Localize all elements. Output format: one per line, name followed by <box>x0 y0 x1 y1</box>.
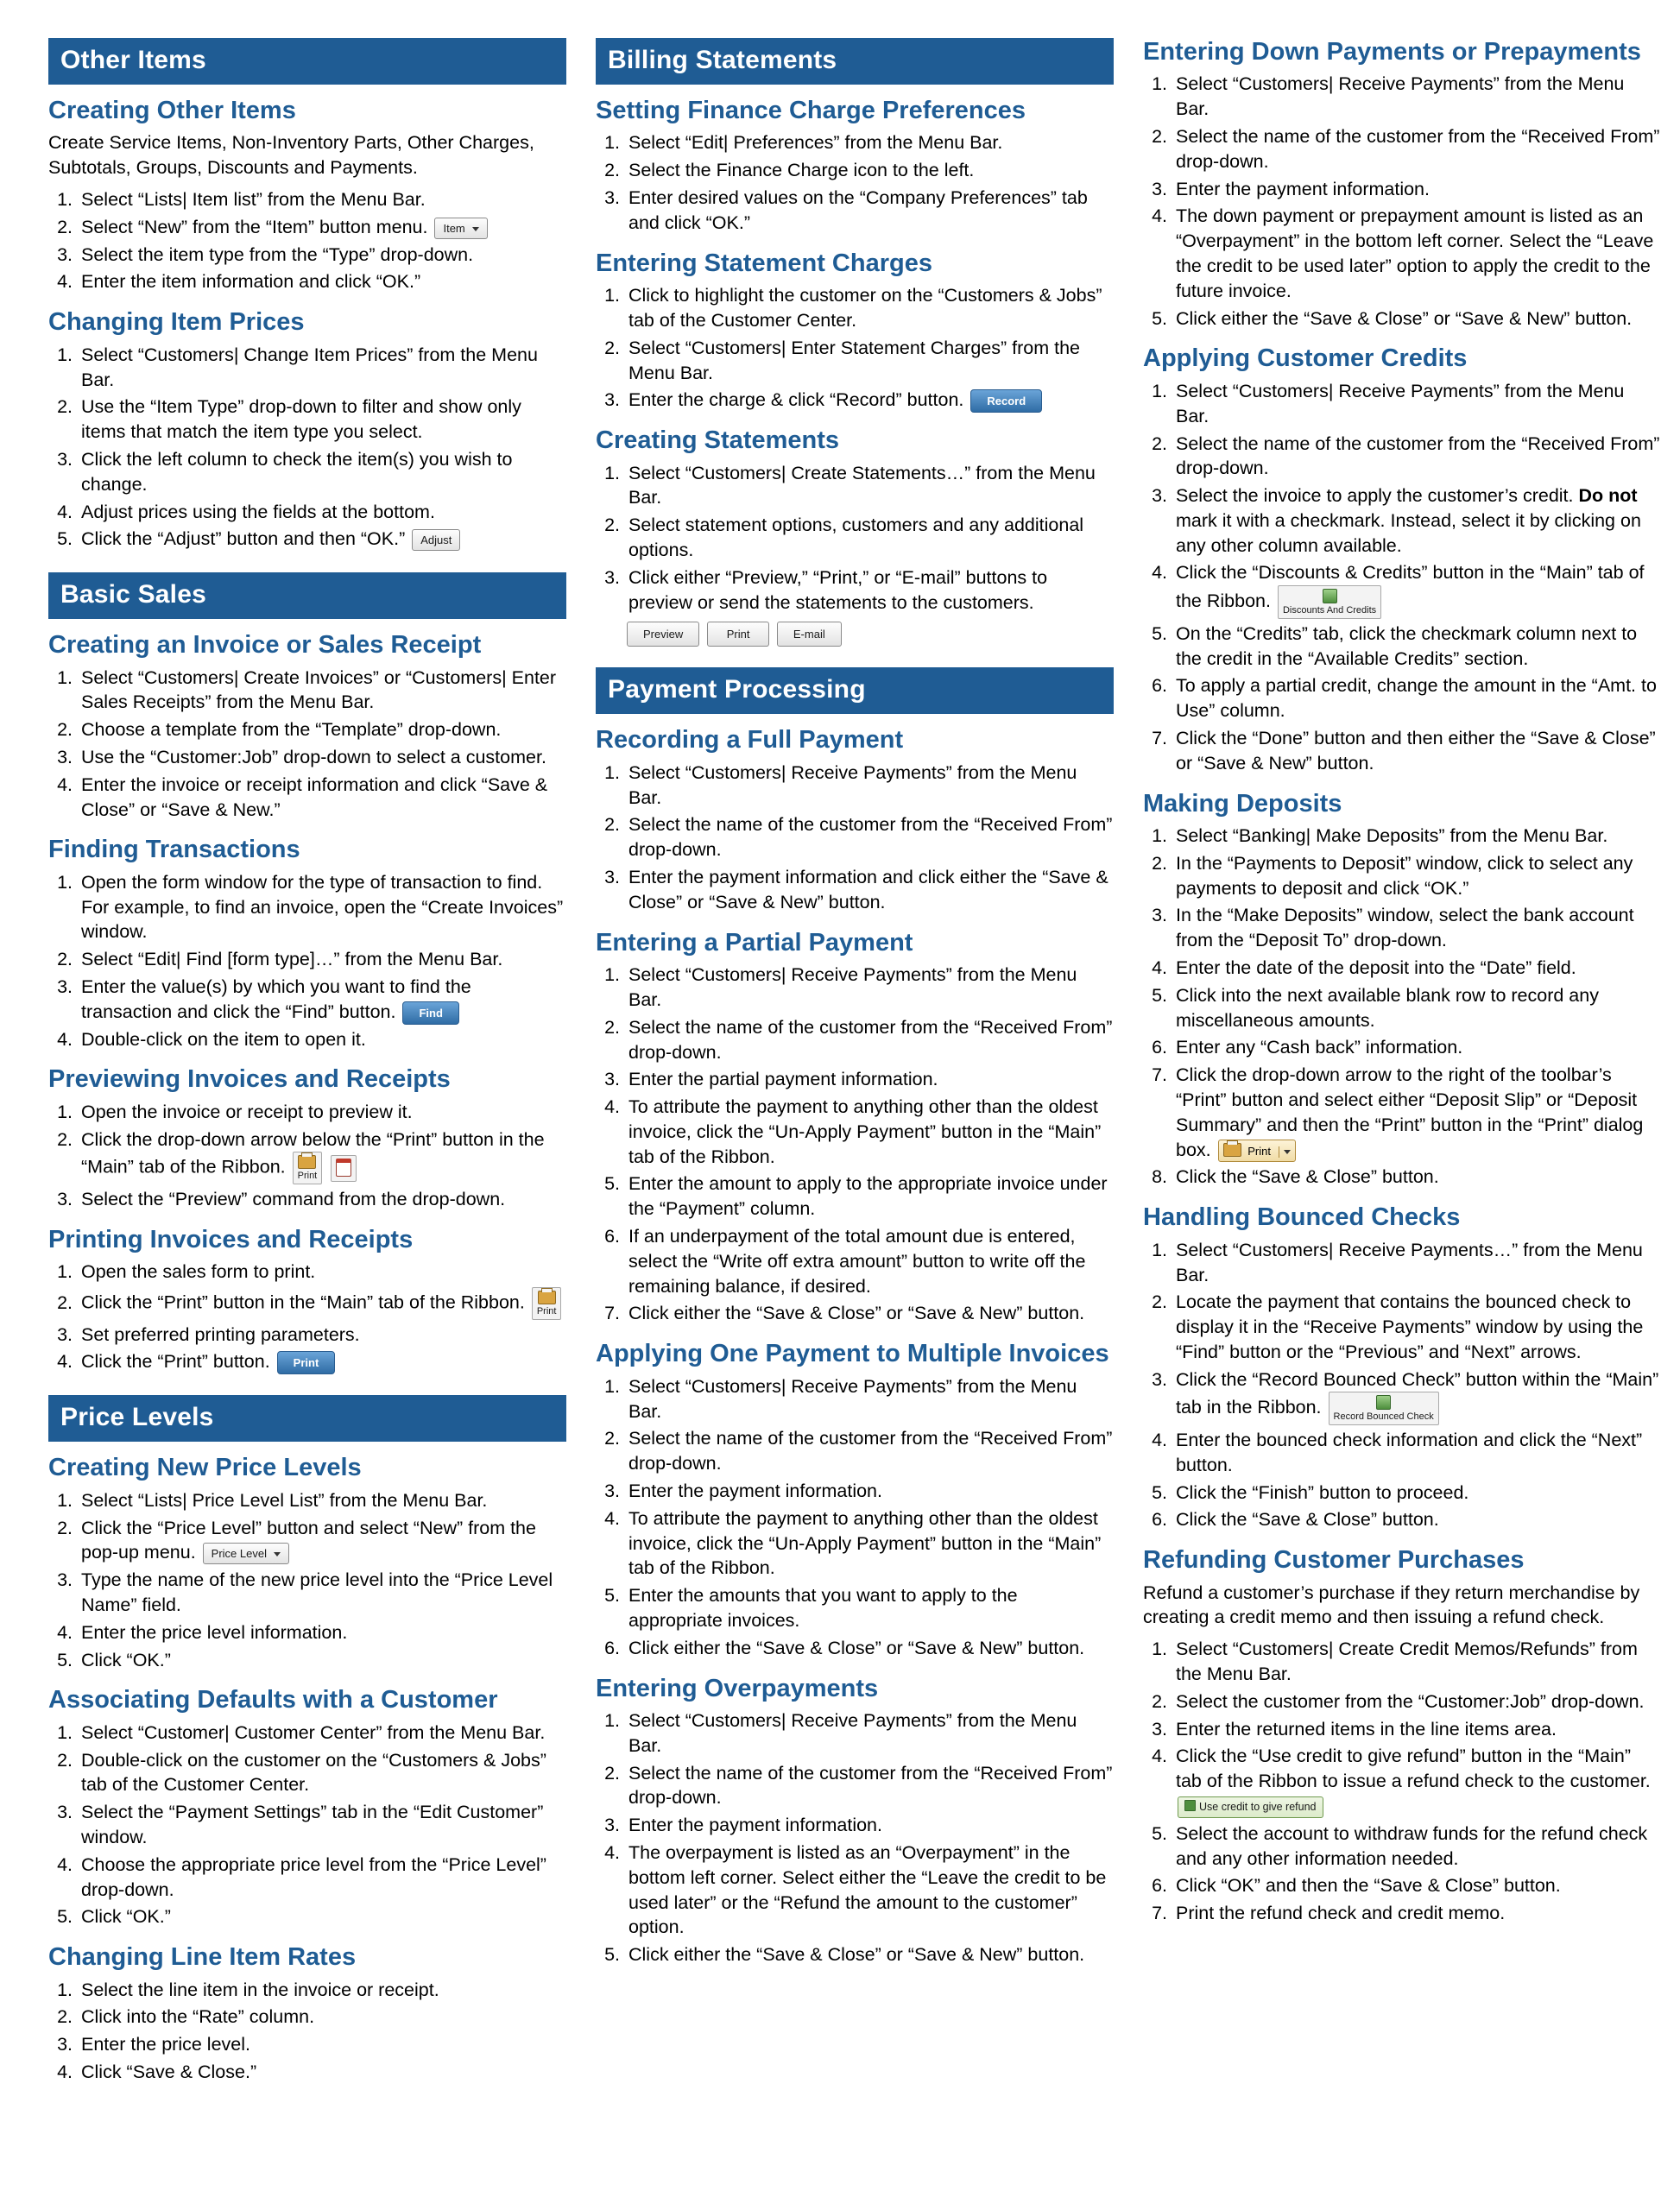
list-item: 1. Select “Customers| Change Item Prices” from the Menu Bar. <box>78 343 566 393</box>
list-item: 1. Select “Customers| Receive Payments” from the Menu Bar. <box>625 963 1114 1013</box>
list-item: 1. Click to highlight the customer on the “Customers & Jobs” tab of the Customer Center. <box>625 283 1114 333</box>
record-button[interactable]: Record <box>970 389 1042 413</box>
printer-icon <box>1223 1143 1241 1157</box>
list-item: 2. Click into the “Rate” column. <box>78 2005 566 2030</box>
list-item <box>78 1349 566 1374</box>
list-item: 2. Select “Customers| Enter Statement Charges” from the Menu Bar. <box>625 336 1114 386</box>
column-right <box>1143 38 1661 1933</box>
record-bounced-check-ribbon-button[interactable] <box>1329 1392 1439 1425</box>
steps-recording-a-full-payment <box>596 761 1114 915</box>
print-preview-ribbon-button[interactable] <box>293 1152 323 1184</box>
list-item: 4. Choose the appropriate price level from the “Price Level” drop-down. <box>78 1853 566 1903</box>
list-item: 1. Select “Customers| Receive Payments” from the Menu Bar. <box>1172 72 1661 122</box>
print-button[interactable]: Print <box>707 622 770 647</box>
list-item: 7. Click either the “Save & Close” or “Save & New” button. <box>625 1301 1114 1326</box>
section-bar-payment-processing: Payment Processing <box>596 667 1114 714</box>
list-item: 3. Enter the returned items in the line items area. <box>1172 1717 1661 1742</box>
print-button[interactable]: Print <box>277 1351 336 1374</box>
list-item: 5. Click “OK.” <box>78 1904 566 1929</box>
list-item: 2. Select the name of the customer from the “Received From” drop-down. <box>1172 432 1661 482</box>
list-item: 5. Click into the next available blank row to record any miscellaneous amounts. <box>1172 983 1661 1033</box>
list-item: 3. Select the “Preview” command from the drop-down. <box>78 1187 566 1212</box>
heading-entering-statement-charges: Entering Statement Charges <box>596 249 932 277</box>
steps-creating-other-items <box>48 187 566 294</box>
heading-associating-defaults-with-a-customer: Associating Defaults with a Customer <box>48 1686 498 1714</box>
list-item: 3. Type the name of the new price level into the “Price Level Name” field. <box>78 1568 566 1618</box>
discounts-and-credits-ribbon-button[interactable] <box>1278 585 1381 619</box>
use-credit-to-give-refund-button[interactable] <box>1178 1796 1323 1818</box>
list-item: 4. Enter the item information and click “OK.” <box>78 269 566 294</box>
heading-handling-bounced-checks: Handling Bounced Checks <box>1143 1203 1461 1232</box>
list-item: 7. Click the “Done” button and then either the “Save & Close” or “Save & New” button. <box>1172 726 1661 776</box>
step-text: Click the “Use credit to give refund” button in the “Main” tab of the Ribbon to issue a refund check to the customer. <box>1176 1746 1651 1792</box>
list-item: 2. In the “Payments to Deposit” window, click to select any payments to deposit and click “OK.” <box>1172 851 1661 901</box>
three-column-layout <box>48 38 1660 2092</box>
list-item: 1. Select the line item in the invoice or receipt. <box>78 1978 566 2003</box>
list-item: 4. Enter the bounced check information and click the “Next” button. <box>1172 1428 1661 1478</box>
list-item: 5. Click the “Finish” button to proceed. <box>1172 1481 1661 1506</box>
list-item: 3. Select the invoice to apply the customer’s credit. Do not mark it with a checkmark. Instead, select it by clicking on any other column available. <box>1172 483 1661 558</box>
list-item: 4. Double-click on the item to open it. <box>78 1027 566 1052</box>
heading-entering-a-partial-payment: Entering a Partial Payment <box>596 928 913 957</box>
step-text: Click the “Print” button. <box>81 1351 270 1373</box>
list-item: 2. Select “Edit| Find [form type]…” from the Menu Bar. <box>78 947 566 972</box>
price-level-dropdown-button[interactable]: Price Level <box>203 1543 289 1564</box>
list-item: 2. Select the name of the customer from the “Received From” drop-down. <box>625 1015 1114 1065</box>
list-item: 1. Open the form window for the type of transaction to find. For example, to find an invoice, open the “Create Invoices” window. <box>78 870 566 944</box>
discounts-and-credits-label: Discounts And Credits <box>1282 605 1377 616</box>
item-dropdown-button[interactable]: Item <box>434 218 487 239</box>
list-item <box>78 1127 566 1184</box>
list-item: 1. Select “Customers| Create Statements…” from the Menu Bar. <box>625 461 1114 511</box>
list-item: 5. On the “Credits” tab, click the checkmark column next to the credit in the “Available Credits” section. <box>1172 622 1661 672</box>
list-item: 3. Click either “Preview,” “Print,” or “E-mail” buttons to preview or send the statements to the customers. <box>625 565 1114 616</box>
list-item: 6. Click “OK” and then the “Save & Close” button. <box>1172 1873 1661 1898</box>
step-text: Enter the charge & click “Record” button. <box>628 389 964 411</box>
printer-icon <box>298 1155 318 1171</box>
print-split-button[interactable] <box>1218 1140 1296 1162</box>
list-item <box>78 527 566 552</box>
steps-entering-down-payments-or-prepayments <box>1143 72 1661 331</box>
list-item <box>1172 1063 1661 1162</box>
steps-creating-an-invoice-or-sales-receipt <box>48 666 566 823</box>
list-item: 2. Select the customer from the “Customer:Job” drop-down. <box>1172 1689 1661 1714</box>
steps-changing-item-prices <box>48 343 566 552</box>
list-item: 3. Enter the partial payment information. <box>625 1067 1114 1092</box>
heading-changing-item-prices: Changing Item Prices <box>48 308 305 337</box>
step-text: Click the drop-down arrow to the right of the toolbar’s “Print” button and select either “Deposit Slip” or “Deposit Summary” and then the “Print” button in the “Print” dialog box. <box>1176 1064 1644 1160</box>
list-item: 3. Select the item type from the “Type” drop-down. <box>78 243 566 268</box>
list-item: 4. Enter the date of the deposit into the “Date” field. <box>1172 956 1661 981</box>
list-item: 1. Select “Customers| Receive Payments” from the Menu Bar. <box>625 1374 1114 1424</box>
list-item: 3. Enter desired values on the “Company Preferences” tab and click “OK.” <box>625 186 1114 236</box>
list-item: 1. Select “Customers| Receive Payments” from the Menu Bar. <box>625 761 1114 811</box>
paragraph-refunding-customer-purchases: Refund a customer’s purchase if they return merchandise by creating a credit memo and then issuing a refund check. <box>1143 1582 1640 1628</box>
heading-recording-a-full-payment: Recording a Full Payment <box>596 726 904 755</box>
list-item: 1. Select “Customer| Customer Center” from the Menu Bar. <box>78 1721 566 1746</box>
list-item: 4. The down payment or prepayment amount is listed as an “Overpayment” in the bottom left corner. Select the “Leave the credit to be used later” option to apply the credit to the future invoice. <box>1172 204 1661 303</box>
list-item: 1. Select “Customers| Receive Payments…” from the Menu Bar. <box>1172 1238 1661 1288</box>
list-item: 1. Select “Customers| Create Invoices” or “Customers| Enter Sales Receipts” from the Menu Bar. <box>78 666 566 716</box>
list-item: 5. Click either the “Save & Close” or “Save & New” button. <box>625 1942 1114 1967</box>
list-item: 6. To apply a partial credit, change the amount in the “Amt. to Use” column. <box>1172 673 1661 723</box>
list-item: 2. Choose a template from the “Template” drop-down. <box>78 717 566 742</box>
heading-creating-an-invoice-or-sales-receipt: Creating an Invoice or Sales Receipt <box>48 631 482 660</box>
list-item: 5. Enter the amounts that you want to apply to the appropriate invoices. <box>625 1583 1114 1633</box>
steps-applying-one-payment-to-multiple-invoices <box>596 1374 1114 1661</box>
steps-making-deposits <box>1143 824 1661 1190</box>
list-item: 2. Double-click on the customer on the “Customers & Jobs” tab of the Customer Center. <box>78 1748 566 1798</box>
column-left <box>48 38 566 2092</box>
heading-creating-statements: Creating Statements <box>596 426 840 455</box>
list-item: 1. Select “Lists| Item list” from the Menu Bar. <box>78 187 566 212</box>
list-item <box>1172 1367 1661 1425</box>
find-button[interactable]: Find <box>402 1001 458 1025</box>
heading-applying-one-payment-to-multiple-invoices: Applying One Payment to Multiple Invoices <box>596 1340 1109 1368</box>
adjust-button[interactable]: Adjust <box>412 529 460 551</box>
list-item: 4. To attribute the payment to anything other than the oldest invoice, click the “Un-Apply Payment” button in the “Main” tab of the Ribbon. <box>625 1506 1114 1581</box>
heading-printing-invoices-and-receipts: Printing Invoices and Receipts <box>48 1225 414 1253</box>
heading-making-deposits: Making Deposits <box>1143 789 1342 818</box>
list-item: 3. Enter the price level. <box>78 2032 566 2057</box>
list-item: 6. Click the “Save & Close” button. <box>1172 1507 1661 1532</box>
list-item: 6. Enter any “Cash back” information. <box>1172 1035 1661 1060</box>
list-item: 3. Use the “Customer:Job” drop-down to select a customer. <box>78 745 566 770</box>
print-ribbon-button[interactable] <box>532 1287 562 1320</box>
steps-finding-transactions <box>48 870 566 1052</box>
list-item: 1. Select “Banking| Make Deposits” from the Menu Bar. <box>1172 824 1661 849</box>
list-item: 3. Enter the payment information. <box>625 1479 1114 1504</box>
record-bounced-check-label: Record Bounced Check <box>1333 1411 1434 1423</box>
list-item: 2. Locate the payment that contains the bounced check to display it in the “Receive Payments” window by using the “Find” button or the “Previous” and “Next” arrows. <box>1172 1290 1661 1364</box>
list-item: 2. Select the name of the customer from the “Received From” drop-down. <box>1172 124 1661 174</box>
heading-applying-customer-credits: Applying Customer Credits <box>1143 344 1468 373</box>
steps-entering-a-partial-payment <box>596 963 1114 1326</box>
preview-calendar-icon-button[interactable] <box>331 1155 357 1182</box>
list-item: 3. In the “Make Deposits” window, select the bank account from the “Deposit To” drop-down. <box>1172 903 1661 953</box>
list-item: 3. Enter the payment information and click either the “Save & Close” or “Save & New” button. <box>625 865 1114 915</box>
list-item: 2. Use the “Item Type” drop-down to filter and show only items that match the item type you select. <box>78 395 566 445</box>
bounced-check-icon <box>1334 1395 1434 1411</box>
steps-printing-invoices-and-receipts <box>48 1260 566 1374</box>
steps-setting-finance-charge-preferences <box>596 130 1114 235</box>
list-item: 4. The overpayment is listed as an “Overpayment” in the bottom left corner. Select either the “Leave the credit to be used later” or the “Refund the amount to the customer” option. <box>625 1841 1114 1940</box>
list-item: 4. To attribute the payment to anything other than the oldest invoice, click the “Un-Apply Payment” button in the “Main” tab of the Ribbon. <box>625 1095 1114 1169</box>
discounts-credits-icon <box>1283 589 1376 605</box>
steps-associating-defaults-with-a-customer <box>48 1721 566 1929</box>
list-item <box>78 215 566 240</box>
list-item: 3. Enter the payment information. <box>1172 177 1661 202</box>
step-text: Click the “Discounts & Credits” button in the “Main” tab of the Ribbon. <box>1176 562 1645 612</box>
list-item <box>78 1287 566 1320</box>
list-item <box>625 388 1114 413</box>
list-item: 1. Select “Customers| Receive Payments” from the Menu Bar. <box>625 1708 1114 1758</box>
list-item: 5. Click either the “Save & Close” or “Save & New” button. <box>1172 306 1661 331</box>
heading-setting-finance-charge-preferences: Setting Finance Charge Preferences <box>596 97 1026 124</box>
section-bar-other-items: Other Items <box>48 38 566 85</box>
steps-entering-overpayments <box>596 1708 1114 1967</box>
section-bar-price-levels: Price Levels <box>48 1395 566 1442</box>
step-text: Click the “Record Bounced Check” button within the “Main” tab in the Ribbon. <box>1176 1368 1659 1418</box>
steps-creating-statements <box>596 461 1114 616</box>
column-middle <box>596 38 1114 1974</box>
steps-changing-line-item-rates <box>48 1978 566 2085</box>
heading-previewing-invoices-and-receipts: Previewing Invoices and Receipts <box>48 1065 451 1094</box>
section-bar-basic-sales: Basic Sales <box>48 572 566 619</box>
list-item <box>1172 1744 1661 1818</box>
step-text: Enter the value(s) by which you want to find the transaction and click the “Find” button. <box>81 976 471 1022</box>
heading-finding-transactions: Finding Transactions <box>48 836 300 864</box>
heading-changing-line-item-rates: Changing Line Item Rates <box>48 1943 357 1972</box>
use-credit-to-give-refund-label: Use credit to give refund <box>1199 1801 1317 1814</box>
list-item: 1. Open the invoice or receipt to preview it. <box>78 1100 566 1125</box>
chevron-down-icon[interactable] <box>1284 1150 1291 1154</box>
paragraph-creating-other-items: Create Service Items, Non-Inventory Parts, Other Charges, Subtotals, Groups, Discounts and Payments. <box>48 132 534 179</box>
list-item <box>1172 560 1661 618</box>
list-item: 1. Open the sales form to print. <box>78 1260 566 1285</box>
steps-entering-statement-charges <box>596 283 1114 413</box>
list-item: 2. Select statement options, customers and any additional options. <box>625 513 1114 563</box>
list-item: 3. Click the left column to check the item(s) you wish to change. <box>78 447 566 497</box>
email-button[interactable]: E-mail <box>777 622 842 647</box>
heading-creating-other-items: Creating Other Items <box>48 97 296 124</box>
preview-button[interactable]: Preview <box>627 622 699 647</box>
list-item: 2. Select the name of the customer from the “Received From” drop-down. <box>625 812 1114 862</box>
list-item: 3. Enter the payment information. <box>625 1813 1114 1838</box>
list-item <box>78 1516 566 1566</box>
print-ribbon-label: Print <box>297 1171 318 1182</box>
print-ribbon-label: Print <box>536 1306 557 1317</box>
steps-applying-customer-credits <box>1143 379 1661 776</box>
list-item: 2. Select the name of the customer from the “Received From” drop-down. <box>625 1426 1114 1476</box>
section-bar-billing-statements: Billing Statements <box>596 38 1114 85</box>
heading-entering-down-payments-or-prepayments: Entering Down Payments or Prepayments <box>1143 38 1641 66</box>
steps-handling-bounced-checks <box>1143 1238 1661 1533</box>
step-text: Click the “Price Level” button and select “New” from the pop-up menu. <box>81 1517 536 1563</box>
list-item: 3. Select the “Payment Settings” tab in the “Edit Customer” window. <box>78 1800 566 1850</box>
printer-icon <box>537 1291 557 1306</box>
print-split-label: Print <box>1247 1144 1271 1158</box>
list-item: 1. Select “Customers| Create Credit Memos/Refunds” from the Menu Bar. <box>1172 1637 1661 1687</box>
step-text: Click the drop-down arrow below the “Print” button in the “Main” tab of the Ribbon. <box>81 1128 545 1178</box>
list-item: 4. Enter the invoice or receipt information and click “Save & Close” or “Save & New.” <box>78 773 566 823</box>
list-item: 8. Click the “Save & Close” button. <box>1172 1165 1661 1190</box>
refund-icon <box>1184 1800 1196 1811</box>
list-item: 1. Select “Customers| Receive Payments” from the Menu Bar. <box>1172 379 1661 429</box>
list-item: 5. Click “OK.” <box>78 1648 566 1673</box>
list-item: 6. If an underpayment of the total amount due is entered, select the “Write off extra amount” button to write off the remaining balance, if desired. <box>625 1224 1114 1298</box>
list-item: 4. Click “Save & Close.” <box>78 2060 566 2085</box>
list-item: 5. Select the account to withdraw funds for the refund check and any other information needed. <box>1172 1822 1661 1872</box>
list-item: 1. Select “Edit| Preferences” from the Menu Bar. <box>625 130 1114 155</box>
list-item: 2. Select the Finance Charge icon to the left. <box>625 158 1114 183</box>
step-text: Click the “Print” button in the “Main” tab of the Ribbon. <box>81 1291 525 1313</box>
list-item: 4. Enter the price level information. <box>78 1620 566 1645</box>
steps-previewing-invoices-and-receipts <box>48 1100 566 1212</box>
list-item: 7. Print the refund check and credit memo. <box>1172 1901 1661 1926</box>
step-text: Click the “Adjust” button and then “OK.” <box>81 528 406 550</box>
list-item: 5. Enter the amount to apply to the appropriate invoice under the “Payment” column. <box>625 1171 1114 1222</box>
statement-action-buttons <box>625 622 1114 647</box>
list-item: 2. Select the name of the customer from the “Received From” drop-down. <box>625 1761 1114 1811</box>
list-item: 4. Adjust prices using the fields at the bottom. <box>78 500 566 525</box>
list-item: 3. Set preferred printing parameters. <box>78 1323 566 1348</box>
list-item: 6. Click either the “Save & Close” or “Save & New” button. <box>625 1636 1114 1661</box>
heading-refunding-customer-purchases: Refunding Customer Purchases <box>1143 1546 1525 1575</box>
list-item <box>78 975 566 1025</box>
list-item: 1. Select “Lists| Price Level List” from the Menu Bar. <box>78 1488 566 1513</box>
steps-creating-new-price-levels <box>48 1488 566 1673</box>
step-text: Select “New” from the “Item” button menu. <box>81 216 428 237</box>
calendar-icon <box>336 1159 351 1178</box>
heading-creating-new-price-levels: Creating New Price Levels <box>48 1454 362 1482</box>
steps-refunding-customer-purchases <box>1143 1637 1661 1926</box>
heading-entering-overpayments: Entering Overpayments <box>596 1674 879 1702</box>
